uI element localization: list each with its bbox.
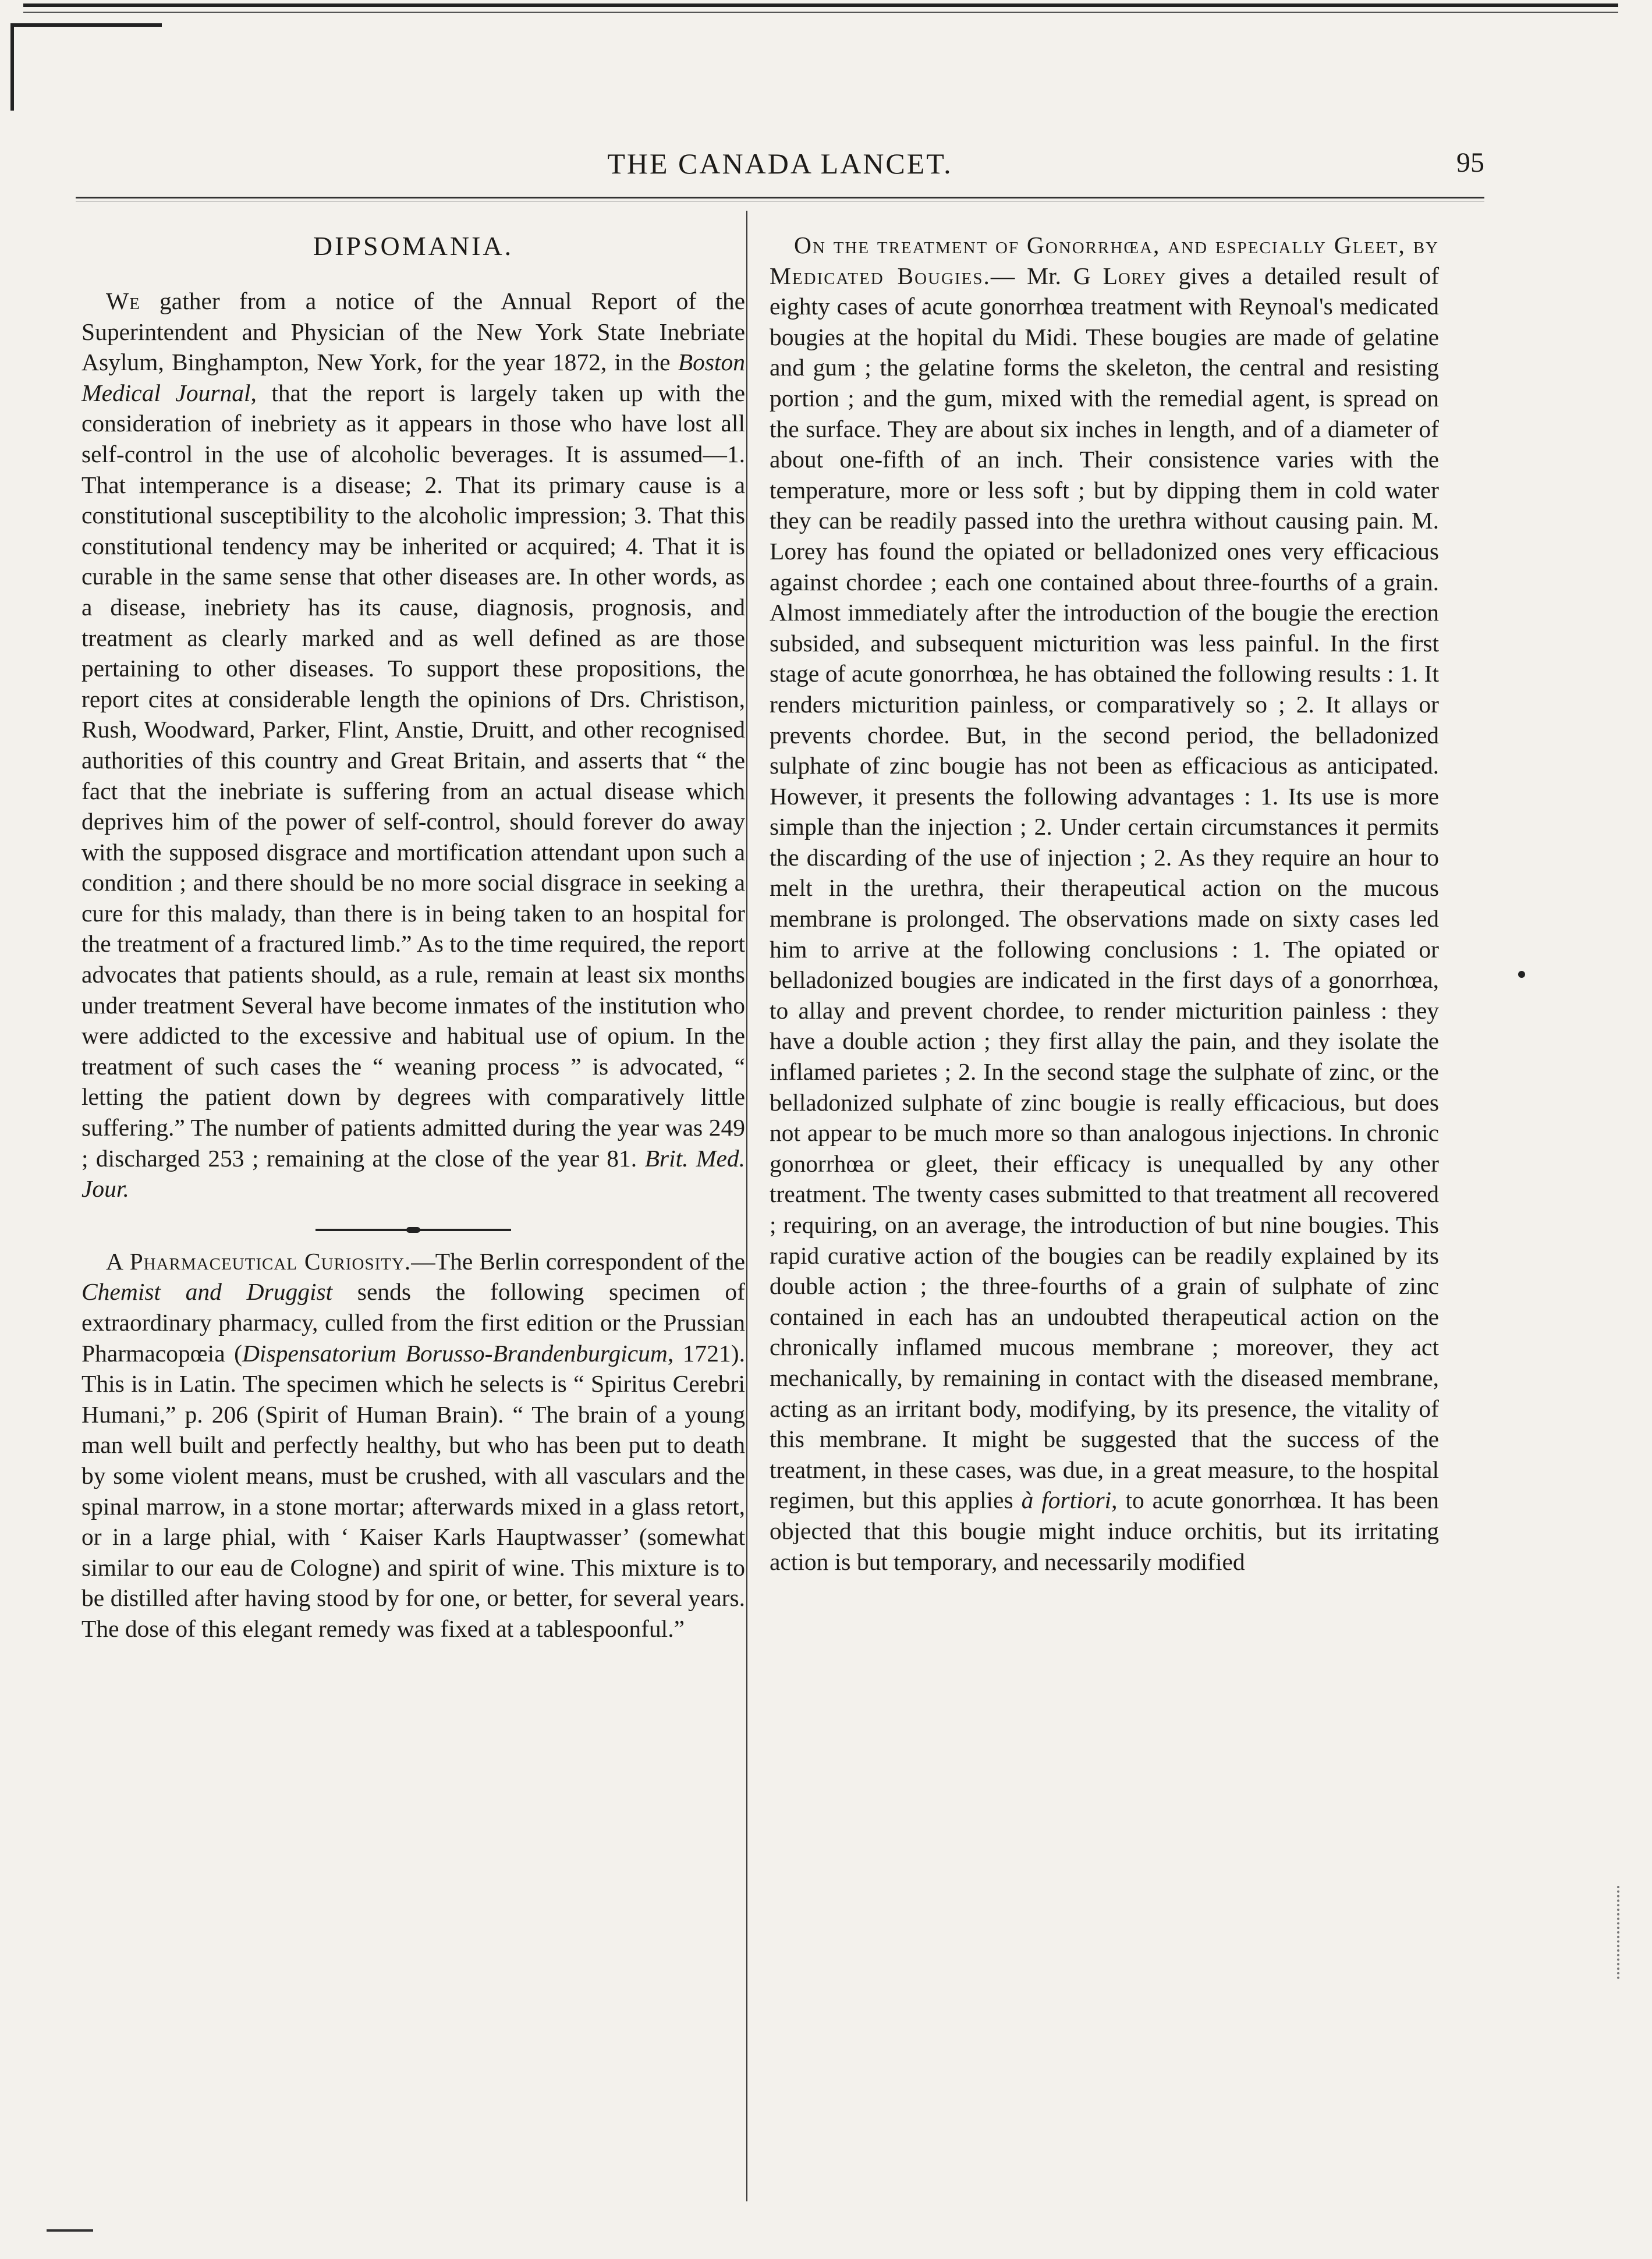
article-body-pharmaceutical-curiosity bbox=[81, 1246, 745, 1644]
lead-word: We bbox=[106, 288, 140, 314]
body-text: , that the report is largely taken up with the consideration of inebriety as it appears in those who have lost all self-control in the use of alcoholic beverages. It is assumed—1. That intemperance is a disease; 2. That its primary cause is a constitutional susceptibility to the alcoholic impression; 3. That this constitutional tendency may be inherited or acquired; 4. That it is curable in the same sense that other diseases are. In other words, as a disease, inebriety has its cause, diagnosis, prognosis, and treatment as clearly marked and as well defined as are those pertaining to other diseases. To support these propositions, the report cites at considerable length the opinions of Drs. Christison, Rush, Woodward, Parker, Flint, Anstie, Druitt, and other recognised authorities of this country and Great Britain, and asserts that “ the fact that the inebriate is suffering from an actual disease which deprives him of the power of self-control, should forever do away with the supposed disgrace and mortification attendant upon such a condition ; and there should be no more social disgrace in seeking a cure for this malady, than there is in being taken to an hospital for the treatment of a fractured limb.” As to the time required, the report advocates that patients should, as a rule, remain at least six months under treatment Several have become inmates of the institution who were addicted to the excessive and habitual use of opium. In the treatment of such cases the “ weaning process ” is advocated, “ letting the patient down by degrees with comparatively little suffering.” The number of patients admitted during the year was 249 ; discharged 253 ; remaining at the close of the year 81. bbox=[81, 379, 745, 1172]
body-text: , to acute gonorrhœa. It has been objected that this bougie might induce orchitis, but its irritating action is but temporary, and necessarily modified bbox=[770, 1487, 1440, 1575]
page-number: 95 bbox=[1456, 147, 1484, 178]
column-divider bbox=[746, 211, 747, 2201]
journal-title: THE CANADA LANCET. bbox=[607, 147, 953, 180]
running-head bbox=[76, 147, 1484, 187]
body-text: gives a detailed result of eighty cases of acute gonorrhœa treatment with Reynoal's medicated bougies at the hopital du Midi. These bougies are made of gelatine and gum ; the gelatine forms the skeleton, the central and resisting portion ; and the gum, mixed with the remedial agent, is spread on the surface. They are about six inches in length, and of a diameter of about one-fifth of an inch. Their consistence varies with the temperature, more or less soft ; but by dipping them in cold water they can be readily passed into the urethra without causing pain. M. Lorey has found the opiated or belladonized ones very efficacious against chordee ; each one contained about three-fourths of a grain. Almost immediately after the introduction of the bougie the erection subsided, and subsequent micturition was less painful. In the first stage of acute gonorrhœa, he has obtained the following results : 1. It renders micturition painless, or comparatively so ; 2. It allays or prevents chordee. But, in the second period, the belladonized sulphate of zinc bougie has not been as efficacious as anticipated. However, it presents the following advantages : 1. Its use is more simple than the injection ; 2. Under certain circumstances it permits the discarding of the use of injection ; 2. As they require an hour to melt in the urethra, their therapeutical action on the mucous membrane is prolonged. The observations made on sixty cases led him to arrive at the following conclusions : 1. The opiated or belladonized bougies are indicated in the first days of a gonorrhœa, to allay and prevent chordee, to render micturition painless : they have a double action ; they first allay the pain, and they isolate the inflamed parietes ; 2. In the second stage the sulphate of zinc, or the belladonized sulphate of zinc bougie is really efficacious, but does not appear to be much more so than analogous injections. In chronic gonorrhœa or gleet, their efficacy is unequalled by any other treatment. The twenty cases submitted to that treatment all recovered ; requiring, on an average, the introduction of but nine bougies. This rapid curative action of the bougies can be readily explained by its double action ; the three-fourths of a grain of sulphate of zinc contained in each has an undoubted therapeutical action on the chronically inflamed mucous membrane ; moreover, they act mechanically, by remaining in contact with the diseased membrane, acting as an irritant body, modifying, by its presence, the vitality of this membrane. It might be suggested that the success of the treatment, in these cases, was due, in a great measure, to the hospital regimen, but this applies bbox=[770, 262, 1440, 1514]
left-bracket bbox=[10, 23, 14, 111]
article-body-gonorrhoea bbox=[770, 230, 1439, 1577]
header-rule bbox=[76, 197, 1484, 198]
body-text: —The Berlin correspondent of the bbox=[411, 1247, 745, 1275]
left-column bbox=[81, 230, 745, 1644]
margin-dot bbox=[1518, 971, 1525, 978]
author-name: Lorey bbox=[1102, 262, 1167, 289]
latin-phrase: à fortiori bbox=[1021, 1487, 1112, 1514]
top-border-rule bbox=[23, 3, 1618, 13]
body-text: gather from a notice of the Annual Report of the Superintendent and Physician of the New York State Inebriate Asylum, Binghampton, New York, for the year 1872, in the bbox=[81, 288, 745, 376]
source-citation: Brit. Med. Jour. bbox=[81, 1144, 745, 1203]
bottom-left-mark bbox=[47, 2229, 93, 2232]
journal-citation: Chemist and Druggist bbox=[81, 1278, 333, 1306]
body-text: , 1721). This is in Latin. The specimen which he selects is “ Spiritus Cerebri Humani,” p. 206 (Spirit of Human Brain). “ The brain of a young man well built and perfectly healthy, but who has been put to death by some violent means, must be crushed, with all vasculars and the spinal marrow, in a stone mortar; afterwards mixed in a glass retort, or in a large phial, with ‘ Kaiser Karls Hauptwasser’ (somewhat similar to our eau de Cologne) and spirit of wine. This mixture is to be distilled after having stood by for one, or better, for several years. The dose of this elegant remedy was fixed at a tablespoonful.” bbox=[81, 1339, 745, 1642]
section-ornament bbox=[81, 1212, 745, 1224]
article-title-pharmaceutical-curiosity: A Pharmaceutical Curiosity. bbox=[106, 1247, 412, 1275]
title-dash: — bbox=[990, 262, 1015, 289]
author-prefix: Mr. G bbox=[1027, 262, 1103, 289]
book-citation: Dispensatorium Borusso-Brandenburgicum bbox=[242, 1339, 668, 1367]
article-title-gonorrhoea: On the treatment of Gonorrhœa, and especially Gleet, by Medicated Bougies. bbox=[770, 232, 1439, 289]
body-text: sends the following specimen of extraordinary pharmacy, culled from the first edition or the Prussian Pharmacopœia ( bbox=[81, 1278, 745, 1367]
left-bracket-top bbox=[10, 23, 162, 27]
edge-marks bbox=[1617, 1886, 1622, 1979]
journal-citation: Boston Medical Journal bbox=[81, 349, 745, 406]
right-column bbox=[770, 230, 1439, 1577]
article-title-dipsomania: DIPSOMANIA. bbox=[313, 231, 514, 261]
article-body-dipsomania bbox=[81, 286, 745, 1204]
